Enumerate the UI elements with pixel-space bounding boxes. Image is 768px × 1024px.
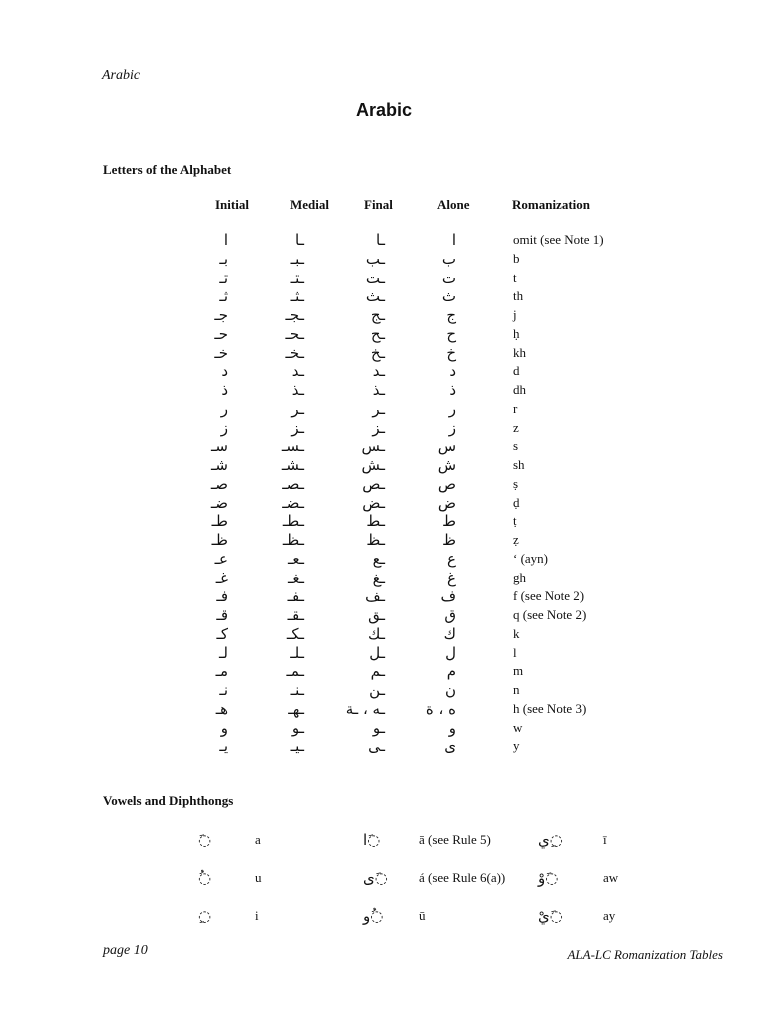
letter-romanization-cell: s (513, 438, 519, 453)
letter-medial-cell: ـقـ (287, 606, 304, 624)
letter-final-cell: ـر (372, 400, 385, 418)
letter-initial-cell: بـ (219, 250, 228, 268)
letter-romanization-cell: ḍ (513, 495, 520, 510)
page-number: page 10 (103, 943, 148, 958)
letter-alone-cell: ه ، ة (425, 700, 456, 718)
vowel-arabic-cell: ◌ِ (198, 907, 212, 925)
letter-initial-cell: جـ (214, 306, 228, 324)
letter-romanization-cell: th (513, 288, 524, 303)
letter-medial-cell: ـفـ (287, 587, 304, 605)
letter-medial-cell: ـد (291, 362, 304, 380)
letter-medial-cell: ـكـ (286, 625, 304, 643)
letter-final-cell: ـع (372, 550, 385, 568)
letter-alone-cell: ل (445, 644, 456, 662)
letter-final-cell: ـب (365, 250, 385, 268)
letter-initial-cell: كـ (216, 625, 228, 643)
letter-romanization-cell: j (513, 307, 517, 322)
letter-initial-cell: ثـ (219, 287, 228, 305)
letter-medial-cell: ـمـ (286, 662, 304, 680)
letter-final-cell: ـخ (370, 344, 385, 362)
letter-medial-cell: ـسـ (281, 437, 304, 455)
letter-final-cell: ـد (372, 362, 385, 380)
letter-medial-cell: ـثـ (290, 287, 304, 305)
letter-final-cell: ـو (372, 719, 385, 737)
running-head: Arabic (102, 68, 141, 83)
letter-final-cell: ـس (361, 437, 385, 455)
letter-medial-cell: ـخـ (285, 344, 304, 362)
column-header-alone: Alone (437, 197, 470, 212)
letter-initial-cell: ا (223, 231, 228, 249)
vowel-romanization-cell: a (255, 832, 261, 847)
letter-romanization-cell: h (see Note 3) (513, 701, 587, 716)
letter-final-cell: ـظ (366, 531, 385, 549)
letter-romanization-cell: w (513, 720, 523, 735)
letter-final-cell: ـش (361, 456, 385, 474)
letter-alone-cell: م (446, 662, 456, 680)
letter-initial-cell: غـ (215, 569, 228, 587)
letter-final-cell: ـص (362, 475, 385, 493)
vowel-arabic-cell: ◌ِي (538, 831, 563, 849)
letter-medial-cell: ـجـ (285, 306, 304, 324)
letter-romanization-cell: ẓ (513, 532, 519, 547)
letter-final-cell: ـل (369, 644, 385, 662)
letter-alone-cell: ى (444, 737, 456, 755)
letter-initial-cell: سـ (211, 437, 228, 455)
letter-final-cell: ـج (370, 306, 385, 324)
letter-final-cell: ـث (365, 287, 385, 305)
letter-medial-cell: ـتـ (290, 269, 304, 287)
letter-final-cell: ـه ، ـة (345, 700, 385, 718)
page-title: Arabic (355, 100, 413, 120)
letter-romanization-cell: ḥ (513, 326, 520, 341)
letter-romanization-cell: sh (513, 457, 525, 472)
letter-romanization-cell: y (513, 738, 520, 753)
letter-final-cell: ـغ (372, 569, 385, 587)
letter-medial-cell: ـيـ (290, 737, 304, 755)
letter-initial-cell: حـ (214, 325, 228, 343)
vowel-arabic-cell: ◌َ (198, 831, 212, 849)
letter-initial-cell: ز (220, 419, 228, 437)
letter-alone-cell: ذ (449, 381, 456, 399)
letter-alone-cell: ن (444, 681, 456, 699)
letter-initial-cell: د (221, 362, 228, 380)
vowel-arabic-cell: ◌ُو (363, 907, 384, 925)
letter-alone-cell: ب (441, 250, 456, 268)
letter-medial-cell: ـا (295, 231, 304, 249)
letter-alone-cell: ف (440, 587, 456, 605)
letter-romanization-cell: d (513, 363, 520, 378)
letter-romanization-cell: m (513, 663, 524, 678)
letter-alone-cell: ز (448, 419, 456, 437)
letter-alone-cell: و (448, 719, 456, 737)
vowel-romanization-cell: i (255, 908, 259, 923)
letter-alone-cell: ص (437, 475, 456, 493)
vowel-arabic-cell: ◌َوْ (538, 869, 559, 887)
column-header-medial: Medial (290, 197, 329, 212)
letter-romanization-cell: q (see Note 2) (513, 607, 587, 622)
letter-final-cell: ـن (369, 681, 385, 699)
letter-alone-cell: ظ (442, 531, 456, 549)
letter-romanization-cell: ʻ (ayn) (513, 551, 549, 566)
letter-final-cell: ـى (368, 737, 385, 755)
letter-final-cell: ـز (372, 419, 385, 437)
letter-medial-cell: ـصـ (282, 475, 304, 493)
letter-medial-cell: ـحـ (285, 325, 304, 343)
section-title-letters: Letters of the Alphabet (103, 162, 232, 177)
letter-medial-cell: ـطـ (282, 512, 304, 530)
letter-romanization-cell: ṭ (513, 513, 517, 528)
letter-initial-cell: صـ (210, 475, 228, 493)
letter-medial-cell: ـو (291, 719, 304, 737)
letter-alone-cell: ق (444, 606, 456, 624)
letter-medial-cell: ـظـ (282, 531, 304, 549)
letter-initial-cell: ذ (221, 381, 228, 399)
vowel-romanization-cell: ū (419, 908, 426, 923)
letter-romanization-cell: k (513, 626, 520, 641)
letter-medial-cell: ـبـ (290, 250, 304, 268)
letter-medial-cell: ـهـ (288, 700, 304, 718)
letter-final-cell: ـك (367, 625, 385, 643)
letter-romanization-cell: dh (513, 382, 526, 397)
letter-alone-cell: خ (446, 344, 456, 362)
letter-medial-cell: ـعـ (287, 550, 304, 568)
letter-initial-cell: هـ (215, 700, 228, 718)
letter-alone-cell: د (449, 362, 456, 380)
column-header-romanization: Romanization (512, 197, 590, 212)
letter-initial-cell: لـ (219, 644, 228, 662)
vowel-romanization-cell: ā (see Rule 5) (419, 832, 491, 847)
letter-medial-cell: ـز (291, 419, 304, 437)
letter-romanization-cell: t (513, 270, 517, 285)
letter-initial-cell: شـ (211, 456, 228, 474)
letter-alone-cell: ط (442, 512, 456, 530)
letter-initial-cell: خـ (214, 344, 228, 362)
column-header-final: Final (364, 197, 393, 212)
letter-final-cell: ـا (376, 231, 385, 249)
letter-final-cell: ـح (370, 325, 385, 343)
letter-initial-cell: طـ (211, 512, 228, 530)
letter-final-cell: ـض (362, 494, 385, 512)
letter-medial-cell: ـغـ (287, 569, 304, 587)
letter-romanization-cell: b (513, 251, 520, 266)
letter-alone-cell: ك (443, 625, 456, 643)
vowel-arabic-cell: ◌َيْ (538, 907, 563, 925)
letter-initial-cell: و (220, 719, 228, 737)
letter-medial-cell: ـذ (291, 381, 304, 399)
letter-medial-cell: ـشـ (281, 456, 304, 474)
letter-alone-cell: س (437, 437, 456, 455)
letter-medial-cell: ـر (291, 400, 304, 418)
letter-alone-cell: ح (446, 325, 456, 343)
vowel-arabic-cell: ◌َى (363, 869, 388, 887)
publication-title: ALA-LC Romanization Tables (567, 947, 723, 962)
letter-alone-cell: غ (447, 569, 456, 587)
letter-final-cell: ـم (370, 662, 385, 680)
letter-romanization-cell: l (513, 645, 517, 660)
letter-initial-cell: مـ (215, 662, 228, 680)
letter-alone-cell: ث (441, 287, 456, 305)
letter-romanization-cell: omit (see Note 1) (513, 232, 604, 247)
vowel-romanization-cell: aw (603, 870, 619, 885)
letter-initial-cell: ظـ (211, 531, 228, 549)
letter-romanization-cell: ṣ (513, 476, 519, 491)
letter-romanization-cell: gh (513, 570, 526, 585)
letter-alone-cell: ع (447, 550, 456, 568)
letter-final-cell: ـت (365, 269, 385, 287)
letter-initial-cell: عـ (214, 550, 228, 568)
vowel-romanization-cell: á (see Rule 6(a)) (419, 870, 506, 885)
letter-alone-cell: ر (448, 400, 456, 418)
letter-medial-cell: ـضـ (282, 494, 304, 512)
letter-romanization-cell: r (513, 401, 518, 416)
letter-alone-cell: ا (451, 231, 456, 249)
letter-alone-cell: ج (446, 306, 456, 324)
letter-final-cell: ـف (365, 587, 385, 605)
letter-romanization-cell: kh (513, 345, 526, 360)
letter-final-cell: ـق (368, 606, 385, 624)
vowel-arabic-cell: ◌َا (363, 831, 381, 849)
letter-initial-cell: يـ (219, 737, 228, 755)
letter-alone-cell: ت (441, 269, 456, 287)
letter-romanization-cell: n (513, 682, 520, 697)
letter-alone-cell: ض (437, 494, 456, 512)
letter-initial-cell: نـ (219, 681, 228, 699)
letter-initial-cell: قـ (216, 606, 228, 624)
letter-romanization-cell: f (see Note 2) (513, 588, 585, 603)
section-title-vowels: Vowels and Diphthongs (103, 793, 234, 808)
letter-final-cell: ـذ (372, 381, 385, 399)
column-header-initial: Initial (215, 197, 249, 212)
letter-final-cell: ـط (366, 512, 385, 530)
letter-alone-cell: ش (437, 456, 456, 474)
letter-romanization-cell: z (513, 420, 519, 435)
letter-initial-cell: ضـ (210, 494, 228, 512)
vowel-romanization-cell: ay (603, 908, 616, 923)
letter-medial-cell: ـنـ (290, 681, 304, 699)
letter-initial-cell: تـ (219, 269, 228, 287)
vowel-romanization-cell: ī (603, 832, 607, 847)
vowel-arabic-cell: ◌ُ (198, 869, 212, 887)
letter-medial-cell: ـلـ (290, 644, 304, 662)
vowel-romanization-cell: u (255, 870, 262, 885)
letter-initial-cell: ر (220, 400, 228, 418)
letter-initial-cell: فـ (216, 587, 228, 605)
